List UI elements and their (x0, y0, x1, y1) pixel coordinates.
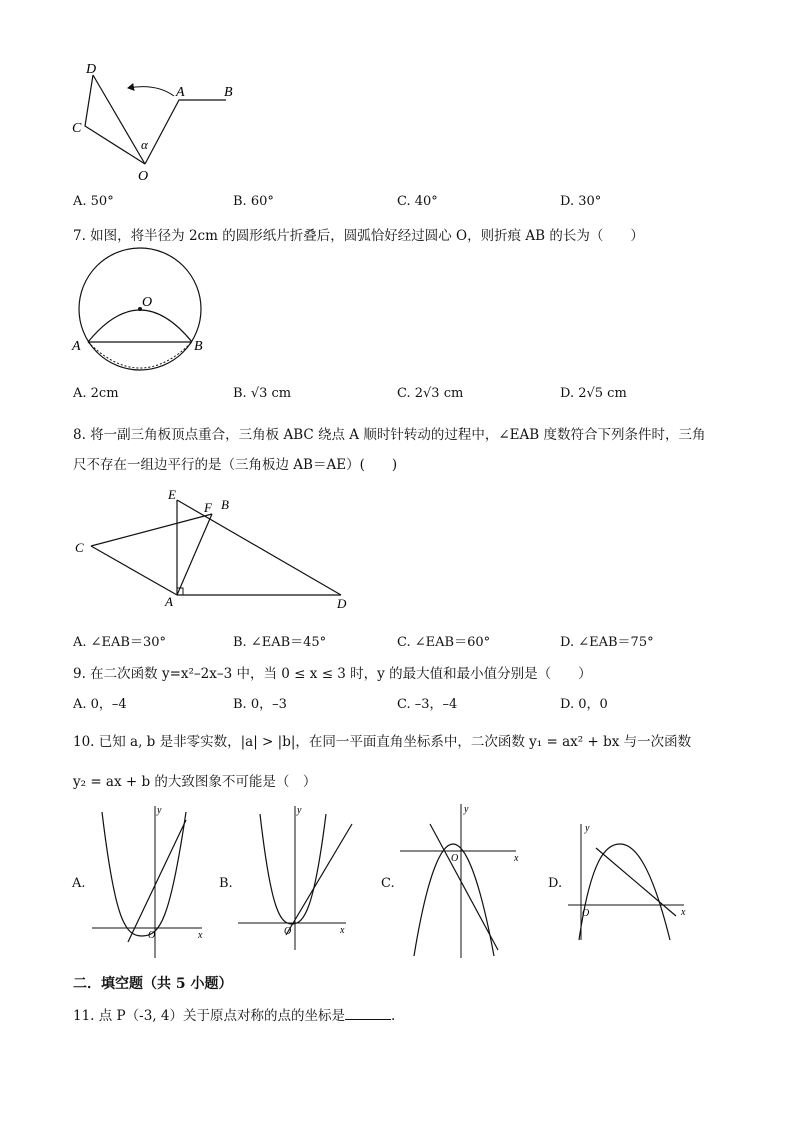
q6-triangle-cod (85, 75, 145, 164)
q6-label-a: A (176, 85, 185, 100)
q7-label-b: B (194, 339, 203, 354)
q7-folded-arc (88, 310, 192, 342)
q8-text-line2: 尺不存在一组边平行的是（三角板边 AB＝AE）( ) (73, 457, 398, 473)
q10-a-label-y: y (157, 805, 162, 816)
q11-text: 11. 点 P（-3, 4）关于原点对称的点的坐标是 (73, 1008, 345, 1024)
q11-answer-blank[interactable] (345, 1008, 391, 1020)
q8-line-ab (177, 514, 212, 595)
q6-option-b: B. 60° (233, 194, 274, 209)
q8-line-ca (91, 546, 177, 595)
q9-option-c: C. –3，–4 (397, 697, 458, 712)
q7-option-b: B. √3 cm (233, 386, 292, 401)
q10-option-b-label: B. (219, 876, 233, 891)
q10-a-parabola (102, 812, 186, 936)
q10-d-line (596, 848, 676, 916)
q10-text-line1: 10. 已知 a, b 是非零实数，|a| > |b|，在同一平面直角坐标系中，二次函数 y₁ = ax² + bx 与一次函数 (73, 734, 692, 750)
q10-d-label-x: x (681, 907, 686, 918)
q6-label-b: B (224, 85, 233, 100)
q7-label-o: O (142, 295, 153, 310)
q8-text-line1: 8. 将一副三角板顶点重合，三角板 ABC 绕点 A 顺时针转动的过程中，∠EAB 度数符合下列条件时，三角 (73, 427, 706, 443)
q10-c-label-x: x (514, 853, 519, 864)
q7-dotted-arc (88, 342, 192, 368)
q11-line (73, 1004, 395, 1024)
q6-option-d: D. 30° (560, 194, 602, 209)
q7-option-c: C. 2√3 cm (397, 386, 464, 401)
q8-label-e: E (168, 487, 176, 502)
section-title: 二．填空题（共 5 小题） (73, 976, 233, 992)
q8-line-ed (177, 500, 341, 595)
q10-option-d-label: D. (548, 876, 563, 891)
q10-b-label-o: O (284, 926, 292, 937)
q6-rotation-arrow (128, 87, 174, 96)
q8-label-f: F (204, 500, 212, 515)
q8-option-a: A. ∠EAB＝30° (73, 635, 167, 650)
q9-text: 9. 在二次函数 y=x²–2x–3 中，当 0 ≤ x ≤ 3 时，y 的最大值和最小值分别是（ ） (73, 666, 592, 682)
q9-option-b: B. 0，–3 (233, 697, 287, 712)
q9-option-a: A. 0，–4 (73, 697, 127, 712)
q10-b-parabola (260, 814, 326, 924)
q8-option-d: D. ∠EAB＝75° (560, 635, 654, 650)
q11-end: . (390, 1008, 396, 1024)
q8-label-b: B (221, 497, 229, 512)
q7-option-a: A. 2cm (73, 386, 119, 401)
q10-graph-a[interactable] (90, 800, 215, 960)
q10-b-line (286, 824, 352, 935)
q10-c-label-y: y (464, 804, 469, 815)
q6-option-c: C. 40° (397, 194, 438, 209)
q10-graph-d[interactable] (566, 818, 696, 948)
q10-a-label-x: x (198, 930, 203, 941)
q10-c-line (430, 824, 498, 950)
q6-option-a: A. 50° (73, 194, 114, 209)
q10-option-c-label: C. (381, 876, 395, 891)
q10-a-label-o: O (148, 930, 156, 941)
q7-figure (66, 242, 216, 372)
q8-figure (66, 482, 366, 612)
q10-b-label-y: y (297, 805, 302, 816)
q10-graph-b[interactable] (236, 800, 361, 960)
q7-option-d: D. 2√5 cm (560, 386, 627, 401)
q8-label-d: D (337, 596, 347, 611)
q6-triangle-aob (145, 100, 226, 164)
q6-label-c: C (72, 121, 82, 136)
q10-option-a-label: A. (72, 876, 86, 891)
q7-label-a: A (72, 339, 81, 354)
q6-label-o: O (138, 169, 149, 183)
q10-graph-c[interactable] (398, 800, 528, 960)
q10-text-line2: y₂ = ax + b 的大致图象不可能是（ ） (73, 774, 317, 790)
q6-label-d: D (86, 62, 97, 77)
q10-d-label-o: O (582, 908, 590, 919)
q7-text: 7. 如图，将半径为 2cm 的圆形纸片折叠后，圆弧恰好经过圆心 O，则折痕 AB 的长为（ ） (73, 228, 644, 244)
q8-option-b: B. ∠EAB＝45° (233, 635, 327, 650)
q10-a-line (128, 820, 186, 942)
q8-option-c: C. ∠EAB＝60° (397, 635, 491, 650)
q10-c-label-o: O (451, 853, 459, 864)
q8-label-a: A (165, 594, 173, 609)
q10-b-label-x: x (340, 925, 345, 936)
q8-line-cb (91, 514, 212, 546)
q10-d-parabola (579, 844, 670, 940)
q8-label-c: C (75, 540, 84, 555)
q6-label-alpha: α (141, 137, 148, 152)
q9-option-d: D. 0，0 (560, 697, 608, 712)
q10-d-label-y: y (585, 823, 590, 834)
q6-figure (66, 58, 246, 183)
